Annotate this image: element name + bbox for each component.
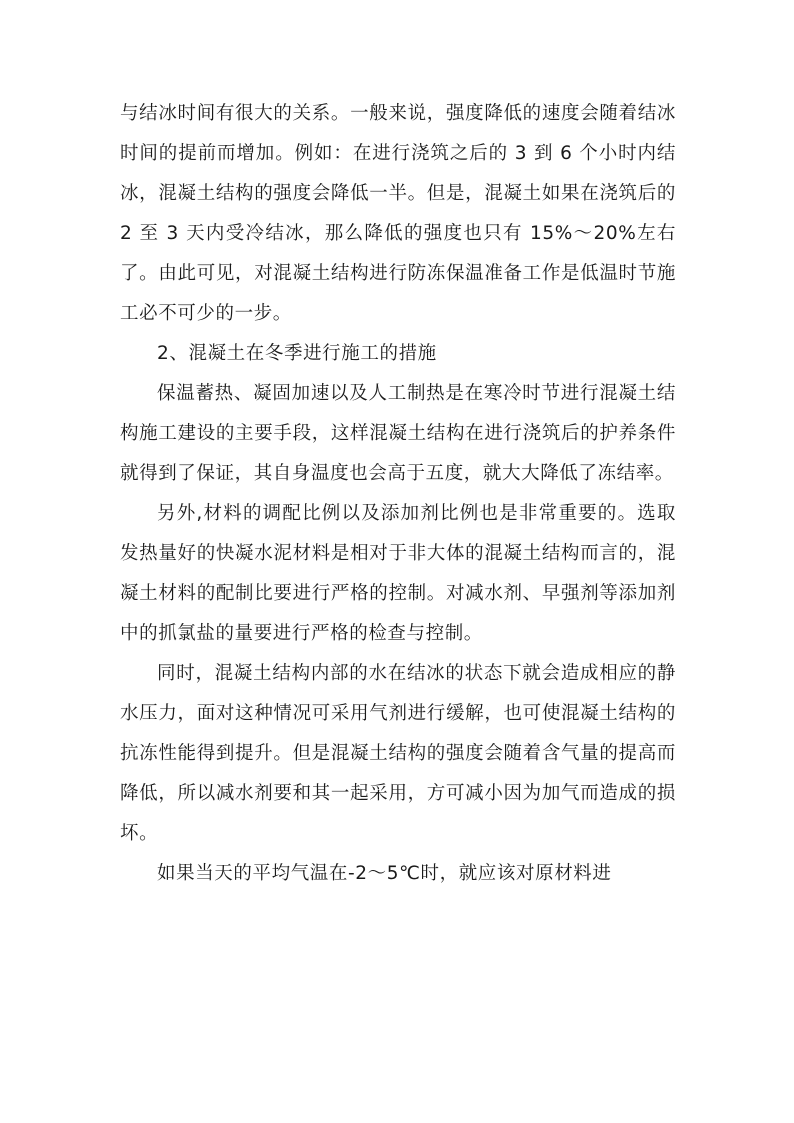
paragraph-air-entraining: 同时，混凝土结构内部的水在结冰的状态下就会造成相应的静水压力，面对这种情况可采用气剂进行缓解，也可使混凝土结构的抗冻性能得到提升。但是混凝土结构的强度会随着含气量的提高而降低，所以减水剂要和其一起采用，方可减小因为加气而造成的损坏。: [120, 663, 676, 844]
paragraph-temperature-condition: 如果当天的平均气温在-2～5℃时，就应该对原材料进: [157, 863, 612, 884]
body-text: [120, 94, 676, 894]
paragraph-strength-freezing: 与结冰时间有很大的关系。一般来说，强度降低的速度会随着结冰时间的提前而增加。例如：在进行浇筑之后的 3 到 6 个小时内结冰，混凝土结构的强度会降低一半。但是，混凝土如果在浇筑后的 2 至 3 天内受冷结冰，那么降低的强度也只有 15%～20%左右了。由此可见，对混凝土结构进行防冻保温准备工作是低温时节施工必不可少的一步。: [120, 103, 676, 324]
section-heading-winter-measures: 2、混凝土在冬季进行施工的措施: [157, 343, 437, 364]
paragraph-insulation-methods: 保温蓄热、凝固加速以及人工制热是在寒冷时节进行混凝土结构施工建设的主要手段，这样混凝土结构在进行浇筑后的护养条件就得到了保证，其自身温度也会高于五度，就大大降低了冻结率。: [120, 383, 676, 484]
paragraph-material-ratios: 另外,材料的调配比例以及添加剂比例也是非常重要的。选取发热量好的快凝水泥材料是相对于非大体的混凝土结构而言的，混凝土材料的配制比要进行严格的控制。对减水剂、早强剂等添加剂中的抓氯盐的量要进行严格的检查与控制。: [120, 503, 676, 644]
